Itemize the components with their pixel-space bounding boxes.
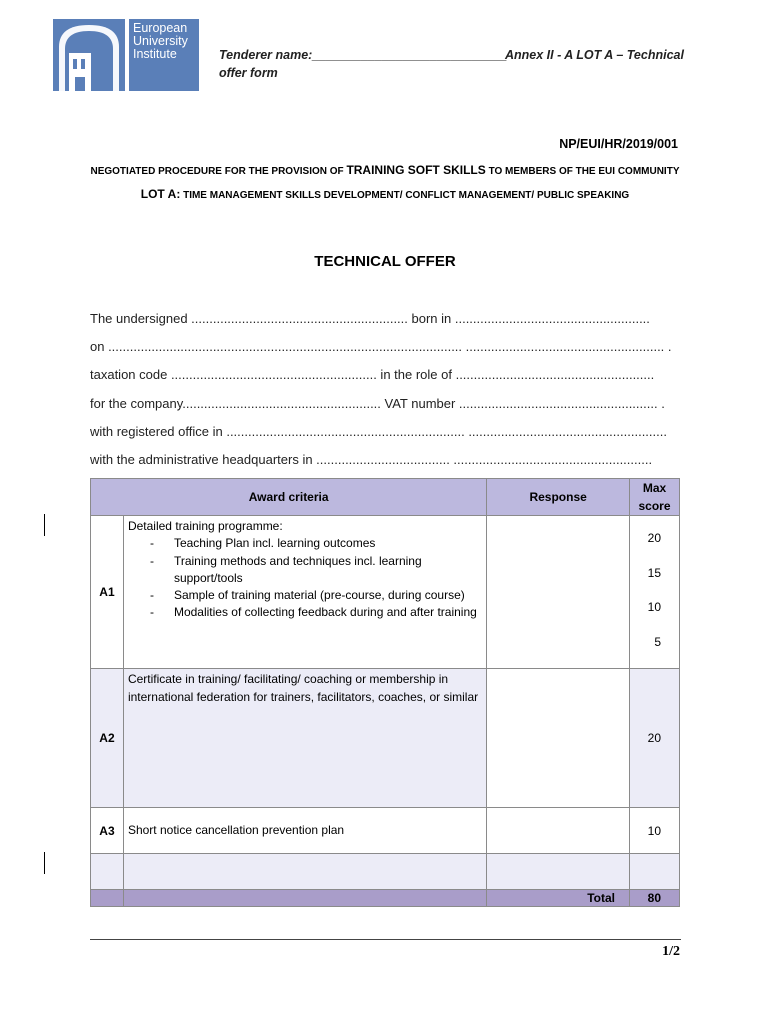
header-response: Response <box>487 479 630 516</box>
tenderer-name-line: Tenderer name:____________________________ offer form <box>219 48 507 80</box>
procedure-line: NEGOTIATED PROCEDURE FOR THE PROVISION OF TRAINING SOFT SKILLS TO MEMBERS OF THE EUI COMMUNITY <box>90 163 680 177</box>
logo-emblem <box>53 19 125 91</box>
form-line-company[interactable]: for the company....................................................... VAT number ....................................................... . <box>90 396 665 411</box>
header-award-criteria: Award criteria <box>91 479 487 516</box>
reference-number: NP/EUI/HR/2019/001 <box>559 137 678 151</box>
response-a3[interactable] <box>487 808 630 854</box>
form-line-admin-headquarters[interactable]: with the administrative headquarters in ..................................... ....................................................... <box>90 452 653 467</box>
total-label: Total <box>487 890 630 907</box>
table-row-empty <box>91 854 680 890</box>
form-line-registered-office[interactable]: with registered office in .................................................................. ....................................................... <box>90 424 667 439</box>
response-a1[interactable] <box>487 516 630 669</box>
total-value: 80 <box>630 890 680 907</box>
max-score-a3: 10 <box>630 808 680 854</box>
logo-text: European University Institute <box>129 19 199 91</box>
table-row-a2 <box>91 669 680 808</box>
criterion-code: A1 <box>91 516 124 669</box>
criterion-a2: Certificate in training/ facilitating/ coaching or membership in international federation for trainers, facilitators, coaches, or similar <box>123 669 486 808</box>
change-bar <box>44 514 45 536</box>
max-score-a1: 20 15 10 5 <box>630 516 680 669</box>
table-row-total <box>91 890 680 907</box>
form-line-undersigned[interactable]: The undersigned ............................................................ born in ...................................................... <box>90 311 650 326</box>
page-number: 1/2 <box>662 944 680 959</box>
form-line-taxation-code[interactable]: taxation code ......................................................... in the role of ....................................................... <box>90 367 655 382</box>
annex-title: Annex II - A LOT A – Technical <box>505 48 684 62</box>
table-row-a3 <box>91 808 680 854</box>
list-item: - Teaching Plan incl. learning outcomes <box>128 535 482 552</box>
max-score-a2: 20 <box>630 669 680 808</box>
header-max-score: Max score <box>630 479 680 516</box>
list-item: - Modalities of collecting feedback during and after training <box>128 604 482 621</box>
criterion-a3: Short notice cancellation prevention plan <box>123 808 486 854</box>
form-line-birth-date[interactable]: on .................................................................................................. ....................................................... . <box>90 339 672 354</box>
criterion-code: A2 <box>91 669 124 808</box>
list-item: - Training methods and techniques incl. learning support/tools <box>128 553 482 588</box>
criterion-code: A3 <box>91 808 124 854</box>
response-a2[interactable] <box>487 669 630 808</box>
award-criteria-table <box>90 478 680 907</box>
lot-line: LOT A: TIME MANAGEMENT SKILLS DEVELOPMENT/ CONFLICT MANAGEMENT/ PUBLIC SPEAKING <box>140 187 630 201</box>
list-item: - Sample of training material (pre-course, during course) <box>128 587 482 604</box>
table-header-row <box>91 479 680 516</box>
document-title: TECHNICAL OFFER <box>314 253 456 270</box>
table-row-a1 <box>91 516 680 669</box>
criterion-a1: Detailed training programme: - Teaching Plan incl. learning outcomes - Training methods and techniques incl. learning support/tools - Sample of training material (pre-course, during course) - Modalities of collecting feedback during and after training <box>123 516 486 669</box>
footer-rule <box>90 939 681 940</box>
change-bar <box>44 852 45 874</box>
eui-logo <box>53 19 199 91</box>
